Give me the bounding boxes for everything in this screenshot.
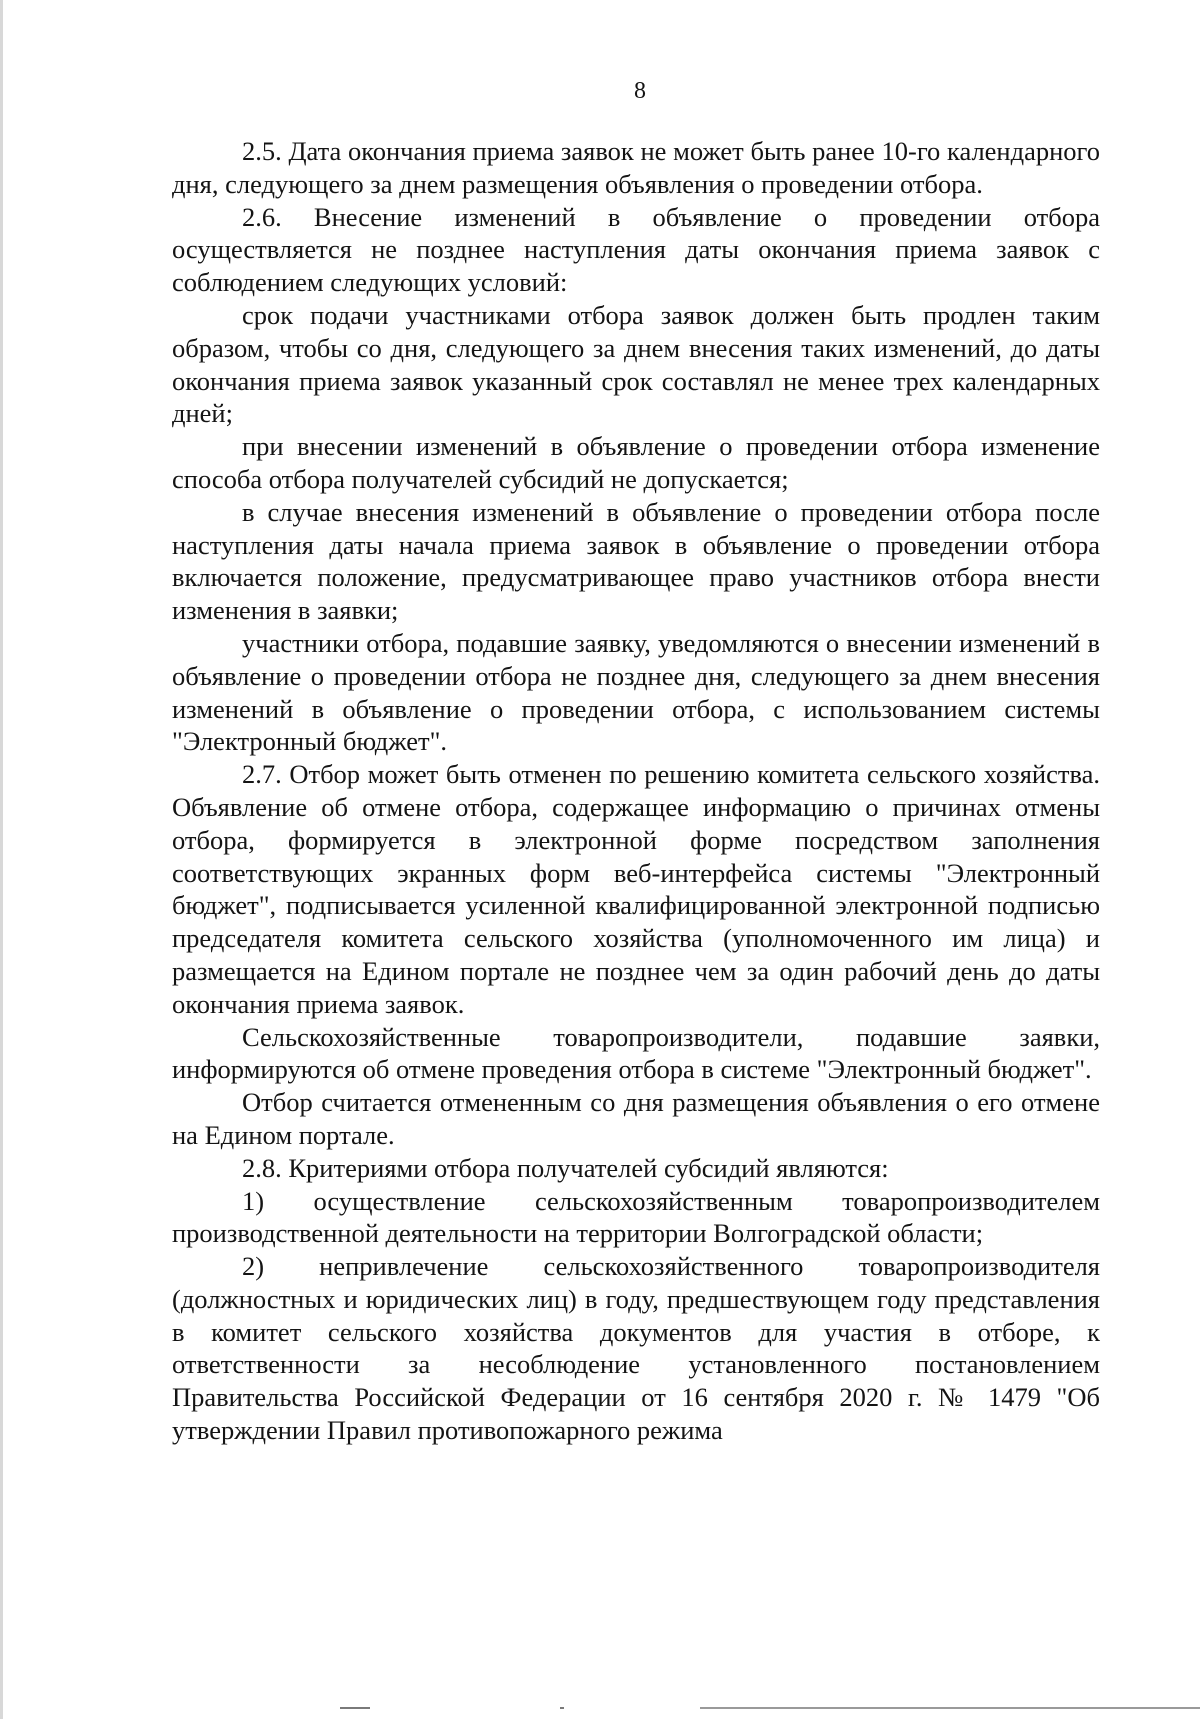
paragraph-2-7: 2.7. Отбор может быть отменен по решению комитета сельского хозяйства. Объявление об отмене отбора, содержащее информацию о причинах отмены отбора, формируется в электронной форме посредством заполнения соответствующих экранных форм веб-интерфейса системы "Электронный бюджет", подписывается усиленной квалифицированной электронной подписью председателя комитета сельского хозяйства (уполномоченного им лица) и размещается на Едином портале не позднее чем за один рабочий день до даты окончания приема заявок. — [172, 759, 1100, 1019]
paragraph-2-6: 2.6. Внесение изменений в объявление о проведении отбора осуществляется не позднее наступления даты окончания приема заявок с соблюдением следующих условий: — [172, 201, 1100, 298]
scan-edge-shadow — [0, 0, 3, 1719]
paragraph-2-7-notification: Сельскохозяйственные товаропроизводители, подавшие заявки, информируются об отмене проведения отбора в системе "Электронный бюджет". — [172, 1021, 1100, 1085]
scan-artifact-mark — [560, 1707, 564, 1709]
paragraph-2-8: 2.8. Критериями отбора получателей субсидий являются: — [242, 1152, 889, 1183]
paragraph-2-6-condition-1: срок подачи участниками отбора заявок должен быть продлен таким образом, чтобы со дня, следующего за днем внесения таких изменений, до даты окончания приема заявок указанный срок составлял не менее трех календарных дней; — [172, 299, 1100, 429]
page-number: 8 — [634, 78, 646, 104]
paragraph-2-6-condition-4: участники отбора, подавшие заявку, уведомляются о внесении изменений в объявление о проведении отбора не позднее дня, следующего за днем внесения изменений в объявление о проведении отбора, с использованием системы "Электронный бюджет". — [172, 627, 1100, 757]
paragraph-2-6-condition-2: при внесении изменений в объявление о проведении отбора изменение способа отбора получателей субсидий не допускается; — [172, 431, 1100, 494]
paragraph-2-5: 2.5. Дата окончания приема заявок не может быть ранее 10-го календарного дня, следующего за днем размещения объявления о проведении отбора. — [172, 136, 1100, 199]
document-body — [172, 135, 1100, 1447]
paragraph-2-8-criterion-1: 1) осуществление сельскохозяйственным товаропроизводителем производственной деятельности на территории Волгоградской области; — [172, 1185, 1100, 1249]
scan-artifact-mark — [340, 1707, 370, 1709]
paragraph-2-8-criterion-2: 2) непривлечение сельскохозяйственного товаропроизводителя (должностных и юридических лиц) в году, предшествующем году представления в комитет сельского хозяйства документов для участия в отборе, к ответственности за несоблюдение установленного постановлением Правительства Российской Федерации от 16 сентября 2020 г. № 1479 "Об утверждении Правил противопожарного режима — [172, 1251, 1100, 1446]
scan-artifact-line — [700, 1707, 1200, 1709]
paragraph-2-7-cancellation: Отбор считается отмененным со дня размещения объявления о его отмене на Едином портале. — [172, 1087, 1100, 1150]
paragraph-2-6-condition-3: в случае внесения изменений в объявление о проведении отбора после наступления даты начала приема заявок в объявление о проведении отбора включается положение, предусматривающее право участников отбора внести изменения в заявки; — [172, 496, 1100, 626]
